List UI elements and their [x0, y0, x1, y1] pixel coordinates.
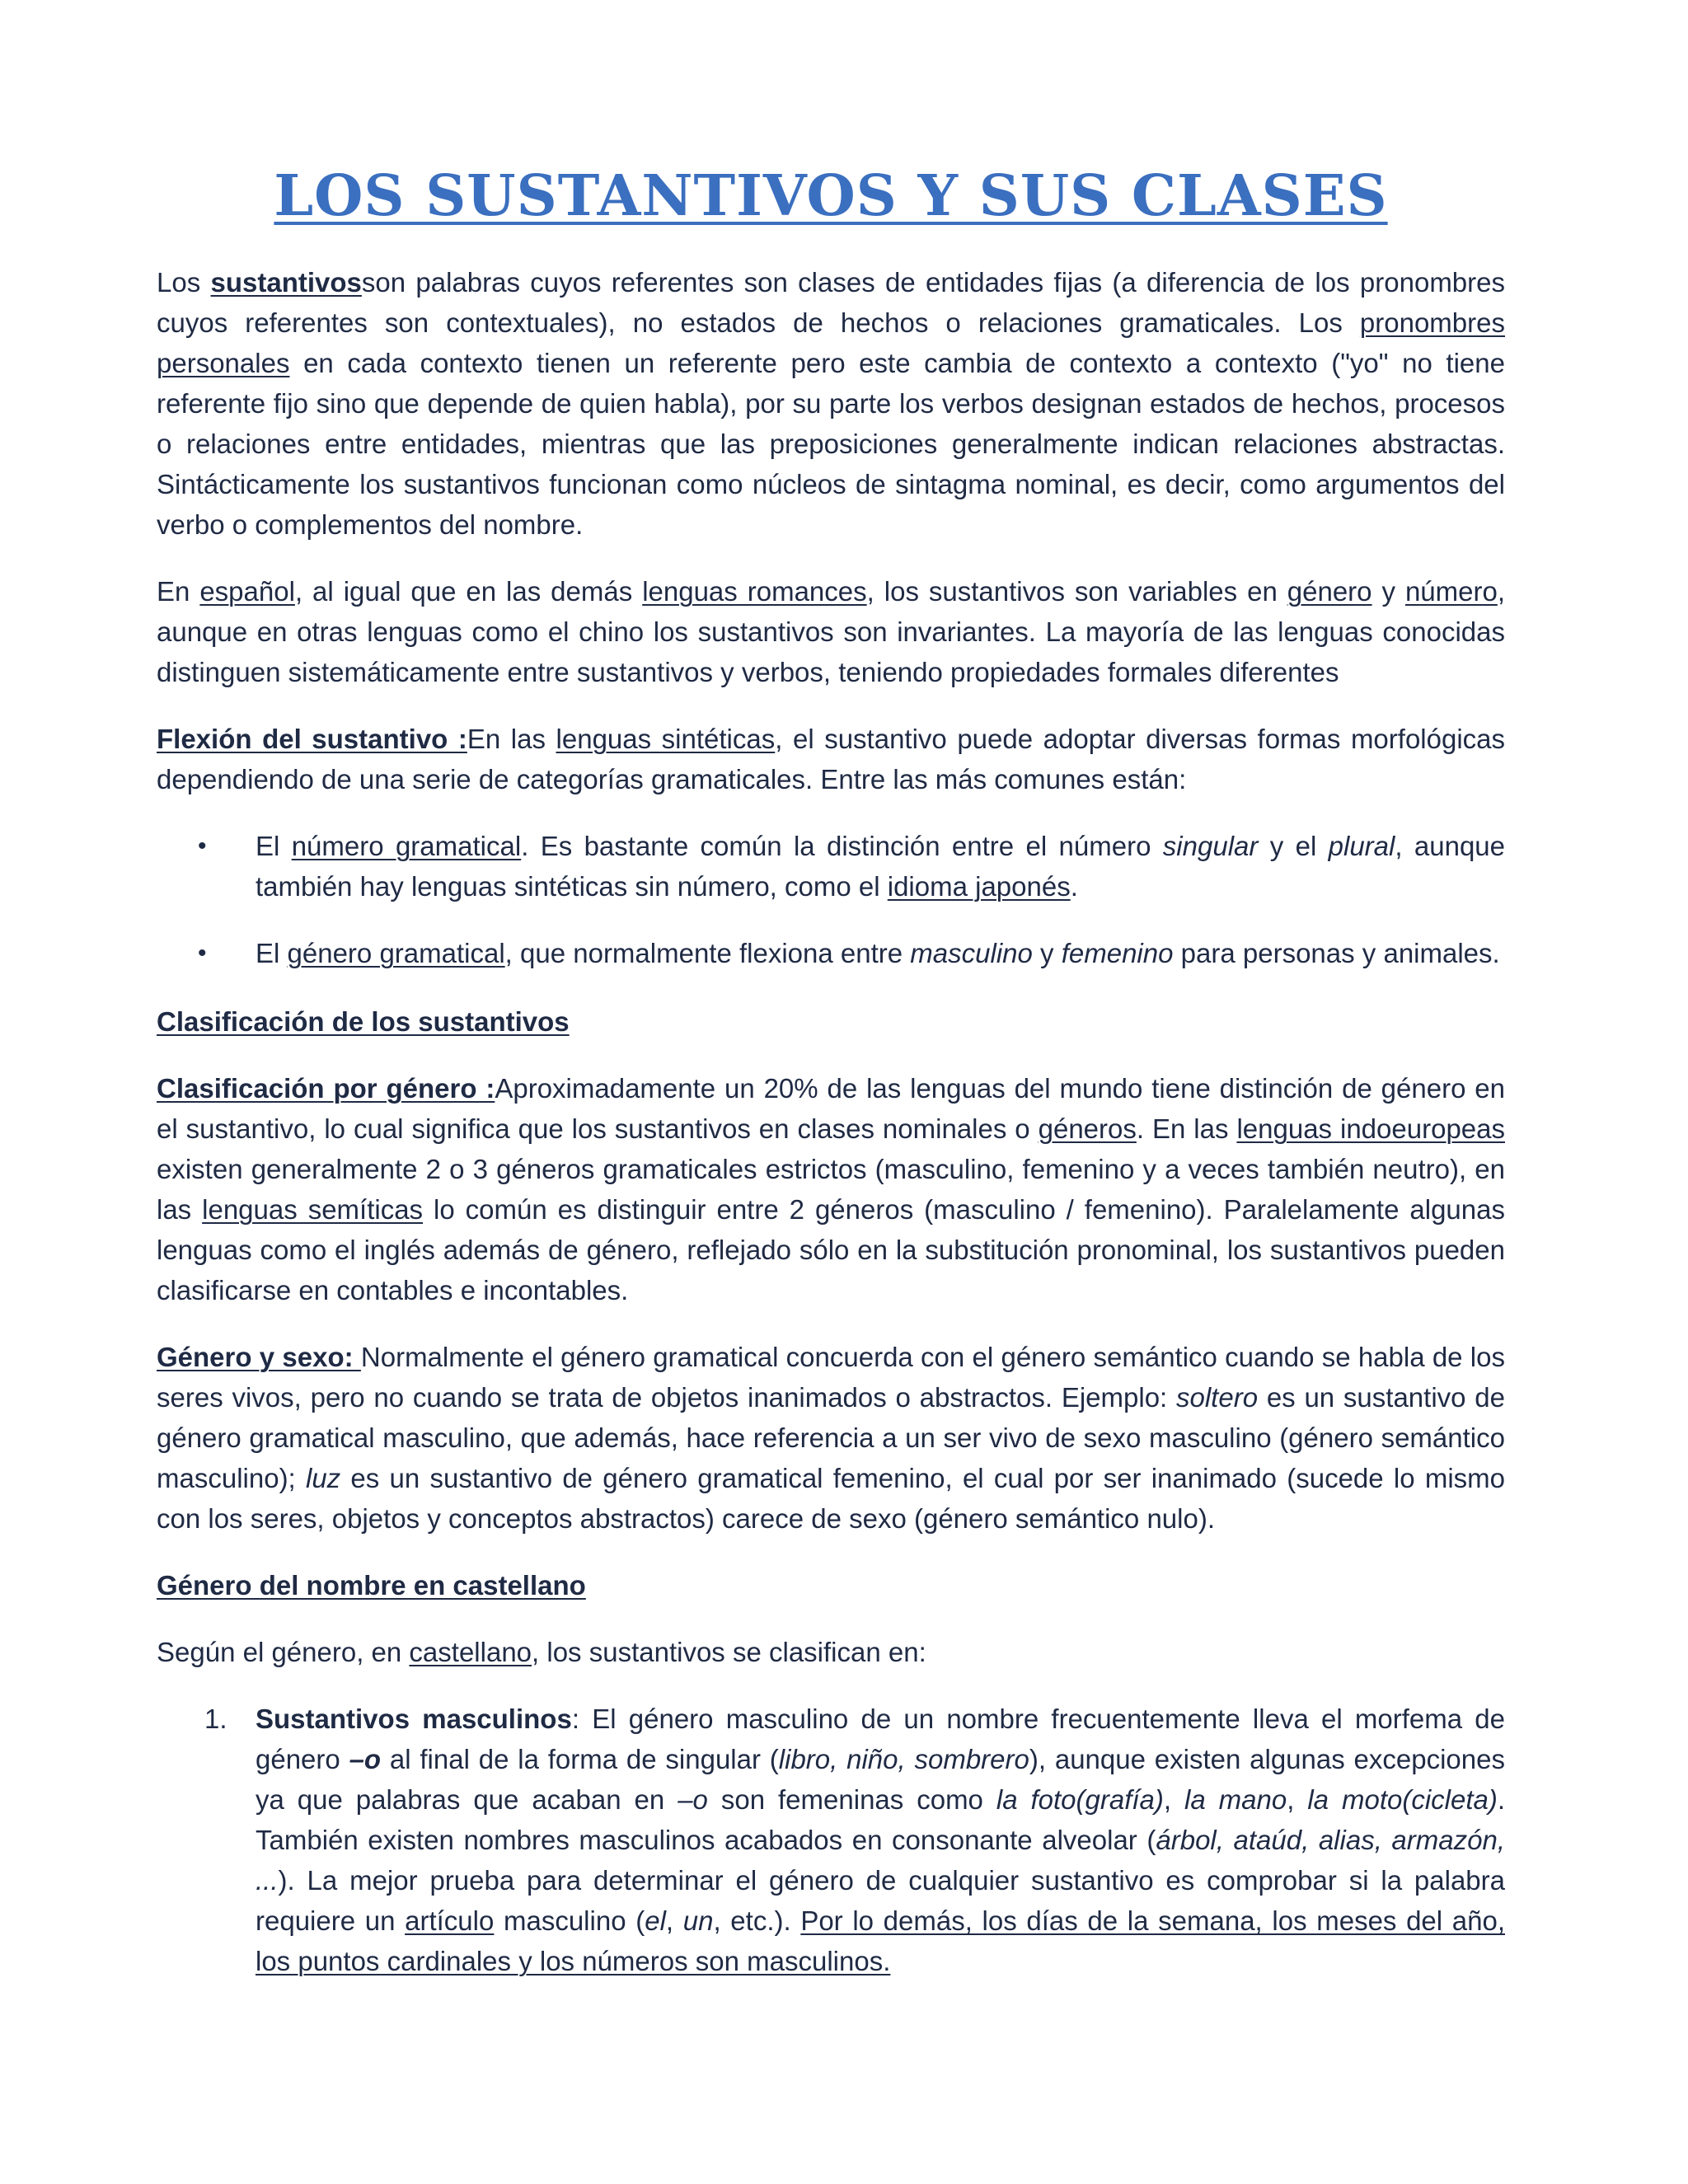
- section-heading-castellano: Género del nombre en castellano: [157, 1570, 586, 1601]
- link-pronombres-personales[interactable]: pronombres personales: [157, 307, 1505, 378]
- paragraph-flexion: Flexión del sustantivo :En las lenguas sintéticas, el sustantivo puede adoptar diversas formas morfológicas dependiendo de una serie de categorías gramaticales. Entre las más comunes están:: [157, 724, 1506, 794]
- heading-genero-sexo: Género y sexo:: [157, 1342, 361, 1372]
- link-espanol[interactable]: español: [199, 576, 295, 607]
- list-item: • El género gramatical, que normalmente flexiona entre masculino y femenino para personas y animales.: [157, 933, 1505, 973]
- link-lenguas-semiticas[interactable]: lenguas semíticas: [202, 1194, 424, 1225]
- term-sustantivos-masculinos: Sustantivos masculinos: [256, 1704, 572, 1734]
- list-number: 1.: [204, 1704, 227, 1734]
- bullet-marker: •: [198, 832, 207, 860]
- link-numero-gramatical[interactable]: número gramatical: [291, 831, 522, 861]
- paragraph-clasificacion-genero: Clasificación por género :Aproximadamente un 20% de las lenguas del mundo tiene distinción de género en el sustantivo, lo cual significa que los sustantivos en clases nominales o géneros. En las lenguas indoeuropeas existen generalmente 2 o 3 géneros gramaticales estrictos (masculino, femenino y a veces también neutro), en las lenguas semíticas lo común es distinguir entre 2 géneros (masculino / femenino). Paralelamente algunas lenguas como el inglés además de género, reflejado sólo en la substitución pronominal, los sustantivos pueden clasificarse en contables e incontables.: [157, 1073, 1505, 1305]
- section-heading-clasificacion: Clasificación de los sustantivos: [157, 1006, 570, 1037]
- paragraph-genero-sexo: Género y sexo: Normalmente el género gramatical concuerda con el género semántico cuando se habla de los seres vivos, pero no cuando se trata de objetos inanimados o abstractos. Ejemplo: soltero es un sustantivo de género gramatical masculino, que además, hace referencia a un ser vivo de sexo masculino (género semántico masculino); luz es un sustantivo de género gramatical femenino, el cual por ser inanimado (sucede lo mismo con los seres, objetos y conceptos abstractos) carece de sexo (género semántico nulo).: [157, 1342, 1505, 1534]
- link-genero[interactable]: género: [1287, 576, 1372, 607]
- list-item: • El número gramatical. Es bastante común la distinción entre el número singular y el plural, aunque también hay lenguas sintéticas sin número, como el idioma japonés.: [157, 826, 1505, 907]
- bullet-list: [157, 826, 1505, 973]
- paragraph-espanol: En español, al igual que en las demás lenguas romances, los sustantivos son variables en género y número, aunque en otras lenguas como el chino los sustantivos son invariantes. La mayoría de las lenguas conocidas distinguen sistemáticamente entre sustantivos y verbos, teniendo propiedades formales diferentes: [157, 576, 1505, 687]
- link-genero-gramatical[interactable]: género gramatical: [287, 938, 505, 968]
- paragraph-segun-genero: Según el género, en castellano, los sustantivos se clasifican en:: [157, 1637, 926, 1667]
- bullet-marker: •: [198, 940, 207, 967]
- heading-clasificacion-genero: Clasificación por género :: [157, 1073, 495, 1104]
- link-generos[interactable]: géneros: [1038, 1113, 1137, 1144]
- note-masculinos: Por lo demás, los días de la semana, los meses del año, los puntos cardinales y los números son masculinos.: [256, 1905, 1506, 1976]
- link-numero[interactable]: número: [1404, 576, 1498, 607]
- link-lenguas-sinteticas[interactable]: lenguas sintéticas: [556, 724, 776, 754]
- link-sustantivos[interactable]: sustantivos: [210, 267, 362, 298]
- link-articulo[interactable]: artículo: [405, 1905, 495, 1936]
- paragraph-intro: Los sustantivosson palabras cuyos referentes son clases de entidades fijas (a diferencia de los pronombres cuyos referentes son contextuales), no estados de hechos o relaciones gramaticales. Los pronombres personales en cada contexto tienen un referente pero este cambia de contexto a contexto ("yo" no tiene referente fijo sino que depende de quien habla), por su parte los verbos designan estados de hechos, procesos o relaciones entre entidades, mientras que las preposiciones generalmente indican relaciones abstractas. Sintácticamente los sustantivos funcionan como núcleos de sintagma nominal, es decir, como argumentos del verbo o complementos del nombre.: [157, 267, 1506, 540]
- link-lenguas-romances[interactable]: lenguas romances: [642, 576, 867, 607]
- numbered-list: [157, 1699, 1505, 1981]
- document-title: LOS SUSTANTIVOS Y SUS CLASES: [274, 163, 1388, 229]
- link-castellano[interactable]: castellano: [409, 1637, 532, 1667]
- link-lenguas-indoeuropeas[interactable]: lenguas indoeuropeas: [1236, 1113, 1505, 1144]
- heading-flexion: Flexión del sustantivo :: [157, 724, 467, 754]
- list-item: 1. Sustantivos masculinos: El género masculino de un nombre frecuentemente lleva el morfema de género –o al final de la forma de singular (libro, niño, sombrero), aunque existen algunas excepciones ya que palabras que acaban en –o son femeninas como la foto(grafía), la mano, la moto(cicleta). También existen nombres masculinos acabados en consonante alveolar (árbol, ataúd, alias, armazón, ...). La mejor prueba para determinar el género de cualquier sustantivo es comprobar si la palabra requiere un artículo masculino (el, un, etc.). Por lo demás, los días de la semana, los meses del año, los puntos cardinales y los números son masculinos.: [157, 1699, 1505, 1981]
- link-idioma-japones[interactable]: idioma japonés: [887, 871, 1071, 902]
